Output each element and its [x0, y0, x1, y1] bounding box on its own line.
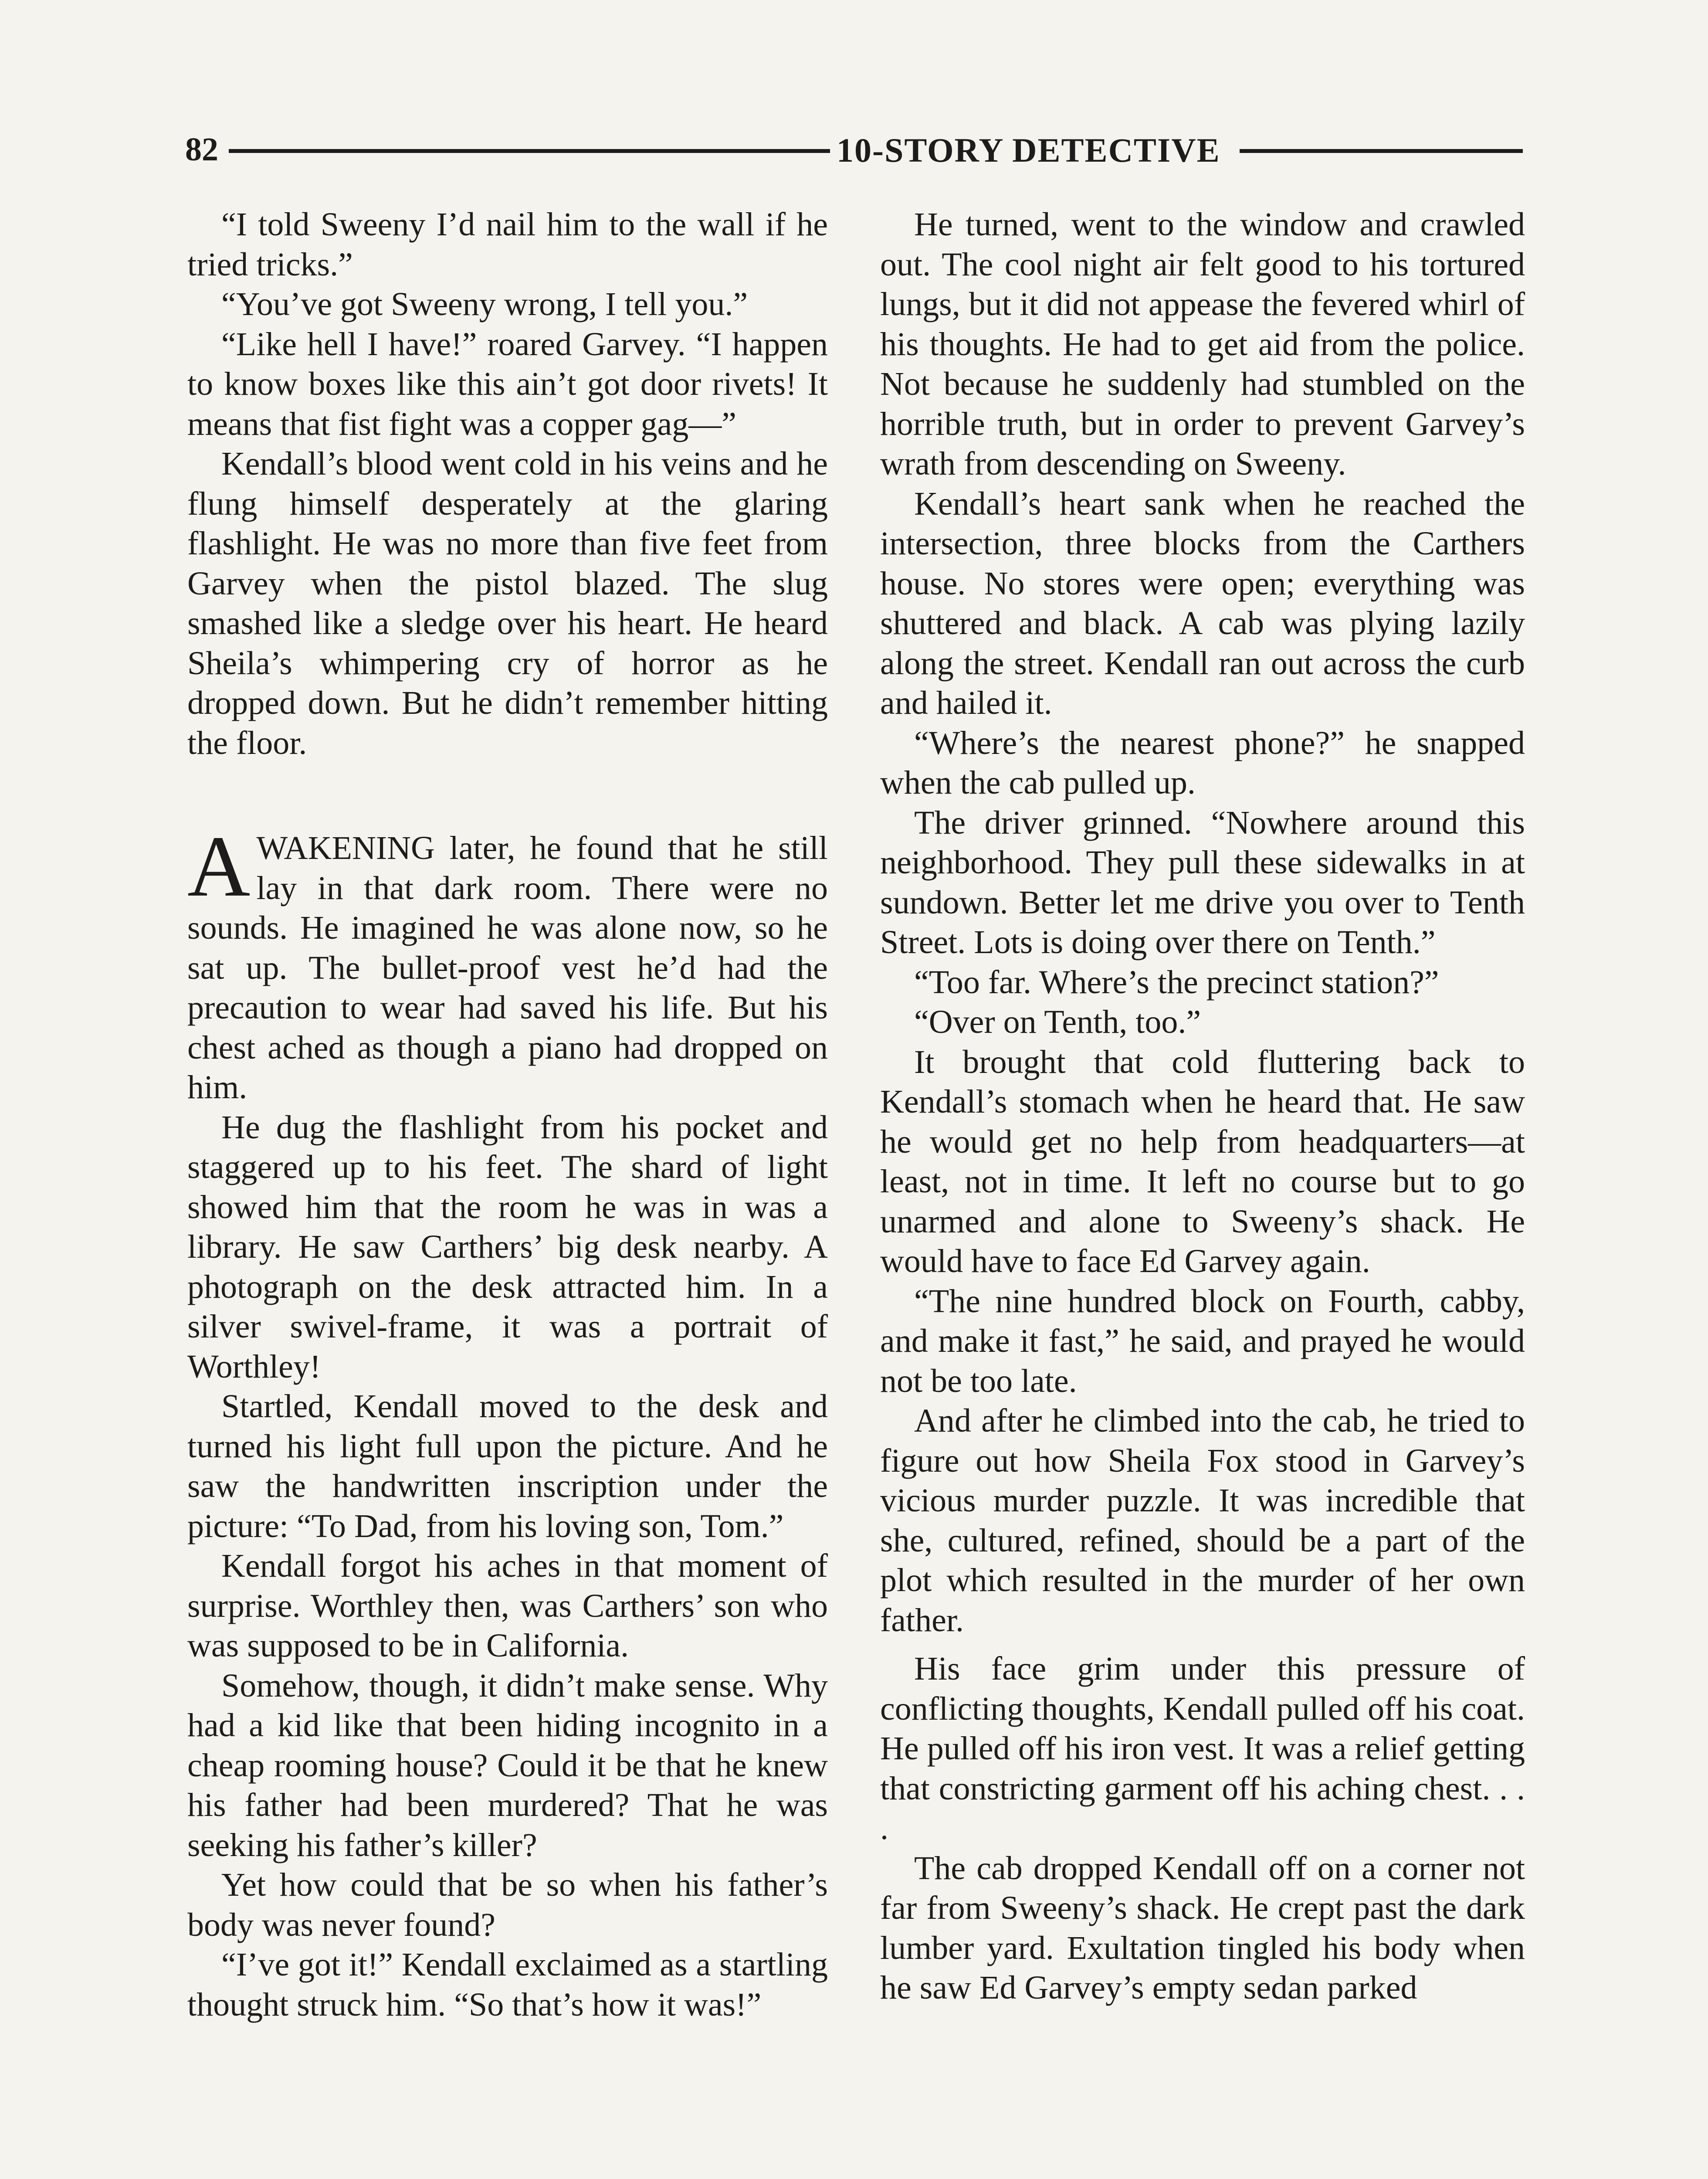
paragraph: “I told Sweeny I’d nail him to the wall if he tried tricks.”	[187, 206, 828, 283]
paragraph: “I’ve got it!” Kendall exclaimed as a startling thought struck him. “So that’s how it was!”	[187, 1946, 828, 2023]
paragraph: His face grim under this pressure of conflicting thoughts, Kendall pulled off his coat. He pulled off his iron vest. It was a relief getting that constricting garment off his aching chest. . . .	[880, 1650, 1525, 1846]
page-number: 82	[185, 131, 218, 168]
paragraph: He dug the flashlight from his pocket and staggered up to his feet. The shard of light showed him that the room he was in was a library. He saw Carthers’ big desk nearby. A photograph on the desk attracted him. In a silver swivel-frame, it was a portrait of Worthley!	[187, 1109, 828, 1385]
paragraph: The driver grinned. “Nowhere around this neighborhood. They pull these sidewalks in at sundown. Better let me drive you over to Tenth Street. Lots is doing over there on Tenth.”	[880, 804, 1525, 961]
paragraph: “Too far. Where’s the precinct station?”	[914, 964, 1439, 1001]
paragraph: The cab dropped Kendall off on a corner not far from Sweeny’s shack. He crept past the dark lumber yard. Exultation tingled his body when he saw Ed Garvey’s empty sedan parked	[880, 1850, 1525, 2006]
paragraph-text: WAKENING later, he found that he still lay in that dark room. There were no sounds. He imagined he was alone now, so he sat up. The bullet-proof vest he’d had the precaution to wear had saved his life. But his chest ached as though a piano had dropped on him.	[187, 830, 828, 1106]
header-rule-right	[1240, 149, 1523, 153]
left-column	[187, 205, 828, 2025]
paragraph: “Where’s the nearest phone?” he snapped when the cab pulled up.	[880, 724, 1525, 801]
paragraph: “You’ve got Sweeny wrong, I tell you.”	[221, 286, 748, 322]
paragraph: It brought that cold fluttering back to Kendall’s stomach when he heard that. He saw he would get no help from headquarters—at least, not in time. It left no course but to go unarmed and alone to Sweeny’s shack. He would have to face Ed Garvey again.	[880, 1043, 1525, 1280]
header-rule-left	[229, 149, 830, 153]
paragraph: “Over on Tenth, too.”	[914, 1004, 1201, 1040]
paragraph: Startled, Kendall moved to the desk and turned his light full upon the picture. And he saw the handwritten inscription under the picture: “To Dad, from his loving son, Tom.”	[187, 1388, 828, 1544]
section-opening-paragraph	[187, 818, 828, 1108]
paragraph: Yet how could that be so when his father’s body was never found?	[187, 1867, 828, 1943]
drop-cap: A	[187, 818, 251, 915]
paragraph: He turned, went to the window and crawled out. The cool night air felt good to his tortured lungs, but it did not appease the fevered whirl of his thoughts. He had to get aid from the police. Not because he suddenly had stumbled on the horrible truth, but in order to prevent Garvey’s wrath from descending on Sweeny.	[880, 206, 1525, 482]
paragraph: Somehow, though, it didn’t make sense. Why had a kid like that been hiding incognito in a cheap rooming house? Could it be that he knew his father had been murdered? That he was seeking his father’s killer?	[187, 1667, 828, 1863]
page-header	[185, 126, 1523, 174]
paragraph: Kendall’s heart sank when he reached the intersection, three blocks from the Carthers house. No stores were open; everything was shuttered and black. A cab was plying lazily along the street. Kendall ran out across the curb and hailed it.	[880, 485, 1525, 721]
paragraph: Kendall forgot his aches in that moment of surprise. Worthley then, was Carthers’ son who was supposed to be in California.	[187, 1548, 828, 1664]
paragraph: “Like hell I have!” roared Garvey. “I happen to know boxes like this ain’t got door rivets! It means that fist fight was a copper gag—”	[187, 326, 828, 442]
right-column	[880, 205, 1525, 2008]
paragraph: Kendall’s blood went cold in his veins and he flung himself desperately at the glaring flashlight. He was no more than five feet from Garvey when the pistol blazed. The slug smashed like a sledge over his heart. He heard Sheila’s whimpering cry of horror as he dropped down. But he didn’t remember hitting the floor.	[187, 445, 828, 761]
paragraph: And after he climbed into the cab, he tried to figure out how Sheila Fox stood in Garvey’s vicious murder puzzle. It was incredible that she, cultured, refined, should be a part of the plot which resulted in the murder of her own father.	[880, 1402, 1525, 1639]
paragraph: “The nine hundred block on Fourth, cabby, and make it fast,” he said, and prayed he would not be too late.	[880, 1283, 1525, 1399]
running-title: 10-STORY DETECTIVE	[837, 131, 1220, 169]
